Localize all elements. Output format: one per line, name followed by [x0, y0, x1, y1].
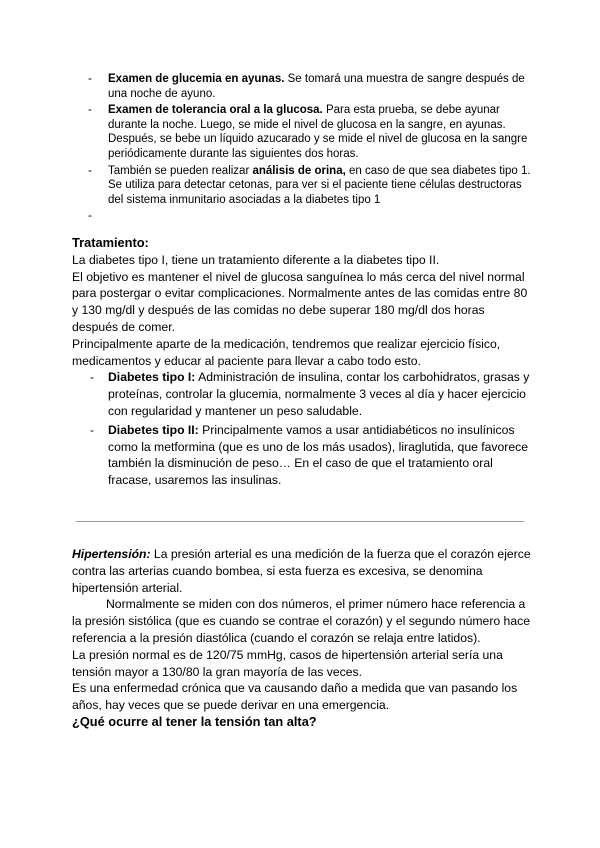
item-title: Examen de glucemia en ayunas.	[108, 73, 285, 85]
list-dash: -	[88, 104, 92, 117]
question-heading: ¿Qué ocurre al tener la tensión tan alta?	[72, 713, 317, 729]
item-text: Administración de insulina, contar los carbohidratos, grasas y proteínas, controlar la glucemia, normalmente 3 veces al día y hacer ejercicio con regularidad y mantener un peso saludable.	[108, 370, 530, 418]
list-dash: -	[90, 370, 95, 385]
paragraph: Es una enfermedad crónica que va causando daño a medida que van pasando los años, hay veces que se puede derivar en una emergencia.	[72, 681, 518, 713]
hipertension-section	[72, 546, 534, 731]
paragraph: La diabetes tipo I, tiene un tratamiento diferente a la diabetes tipo II.	[72, 252, 440, 267]
exam-list	[88, 72, 540, 226]
item-text: Para esta prueba, se debe ayunar durante la noche. Luego, se mide el nivel de glucosa en la sangre, en ayunas. Después, se bebe un líquido azucarado y se mide el nivel de glucosa en la sangre periódicamente durante las siguientes dos horas.	[108, 104, 528, 160]
tratamiento-section	[72, 235, 530, 491]
item-text: en caso de que sea diabetes tipo 1. Se utiliza para detectar cetonas, para ver si el paciente tiene células destructoras del sistema inmunitario asociadas a la diabetes tipo 1	[108, 164, 531, 206]
empty-list-item	[88, 209, 540, 224]
paragraph	[72, 546, 534, 596]
item-title: Examen de tolerancia oral a la glucosa.	[108, 104, 323, 117]
paragraph: Normalmente se miden con dos números, el primer número hace referencia a la presión sistólica (que es cuando se contrae el corazón) y el segundo número hace referencia a la presión diastólica (cuando el corazón se relaja entre latidos).	[72, 597, 530, 645]
list-dash: -	[88, 73, 92, 85]
treatment-list	[90, 369, 530, 489]
item-text: Principalmente vamos a usar antidiabéticos no insulínicos como la metformina (que es uno de los más usados), liraglutida, que favorece también la disminución de peso… En el caso de que el tratamiento oral fracase, usaremos las insulinas.	[108, 422, 529, 488]
term-definition: La presión arterial es una medición de la fuerza que el corazón ejerce contra las arterias cuando bombea, si esta fuerza es excesiva, se denomina hipertensión arterial.	[72, 547, 531, 595]
paragraph: Principalmente aparte de la medicación, tendremos que realizar ejercicio físico, medicamentos y educar al paciente para llevar a cabo todo esto.	[72, 336, 501, 368]
list-dash: -	[88, 210, 92, 223]
term-heading: Hipertensión:	[72, 547, 151, 561]
paragraph: La presión normal es de 120/75 mmHg, casos de hipertensión arterial sería una tensión mayor a 130/80 la gran mayoría de las veces.	[72, 647, 503, 679]
list-item	[88, 103, 540, 161]
list-item	[90, 369, 530, 419]
list-item	[88, 164, 540, 208]
item-title: análisis de orina,	[252, 164, 346, 177]
list-item	[88, 72, 540, 101]
list-item	[90, 422, 530, 489]
list-dash: -	[90, 422, 95, 437]
list-dash: -	[88, 164, 92, 177]
item-title: Diabetes tipo II:	[108, 422, 199, 437]
item-title: Diabetes tipo I:	[108, 370, 196, 385]
item-text: Se tomará una muestra de sangre después de una noche de ayuno.	[108, 73, 525, 100]
horizontal-divider	[76, 521, 524, 522]
item-text-pre: También se pueden realizar	[108, 164, 253, 177]
section-heading: Tratamiento:	[72, 235, 149, 250]
paragraph: El objetivo es mantener el nivel de glucosa sanguínea lo más cerca del nivel normal para postergar o evitar complicaciones. Normalmente antes de las comidas entre 80 y 130 mg/dl y después de las comidas no debe superar 180 mg/dl dos horas después de comer.	[72, 269, 528, 334]
